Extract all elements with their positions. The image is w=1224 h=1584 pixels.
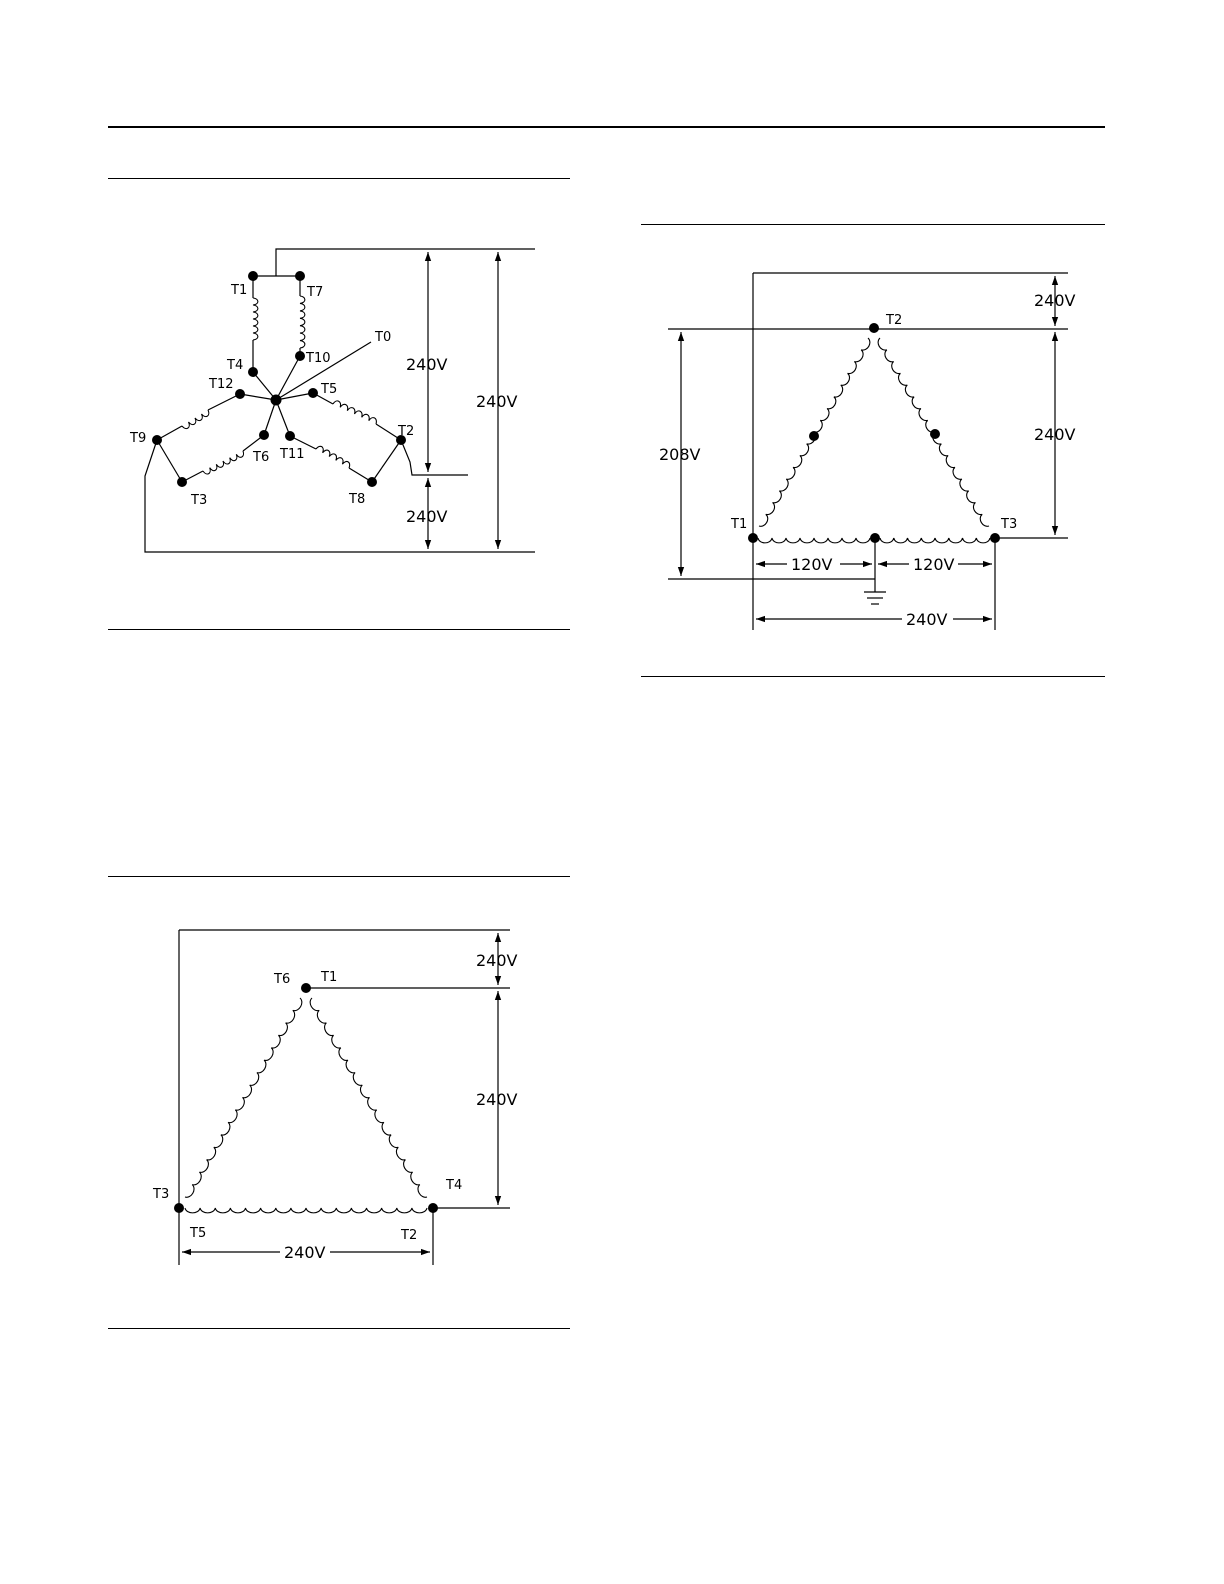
fig1-terminal-t11-dot (285, 431, 295, 441)
fig2-label-t1: T1 (731, 517, 748, 532)
fig3-voltage-base: 240V (284, 1243, 326, 1262)
fig1-coil-t7-t10 (300, 296, 305, 348)
fig2-voltage-half-left: 120V (791, 555, 833, 574)
fig1-terminal-t8-dot (367, 477, 377, 487)
fig1-label-t7: T7 (307, 285, 324, 300)
fig3-label-t5: T5 (190, 1226, 207, 1241)
fig1-terminal-t1-dot (248, 271, 258, 281)
fig1-label-t6: T6 (253, 450, 270, 465)
fig2-terminal-t1-dot (748, 533, 758, 543)
fig1-wye-diagram (129, 249, 535, 552)
fig1-coil-t1-t4 (253, 298, 258, 340)
fig1-voltage-total: 240V (476, 392, 518, 411)
fig2-coil-base-right (880, 538, 990, 543)
fig1-label-t12: T12 (209, 377, 234, 392)
fig1-label-t8: T8 (349, 492, 366, 507)
fig3-voltage-top: 240V (476, 951, 518, 970)
fig2-voltage-top: 240V (1034, 291, 1076, 310)
fig1-voltage-upper: 240V (406, 355, 448, 374)
fig2-terminal-t2-dot (869, 323, 879, 333)
fig2-delta-centertap-diagram (659, 273, 1076, 630)
fig3-label-t1: T1 (321, 970, 338, 985)
fig1-neutral-t0-dot (271, 395, 282, 406)
fig3-terminal-t3-dot (174, 1203, 184, 1213)
fig1-coil-t5-t2 (333, 401, 376, 424)
fig3-terminal-t2-dot (428, 1203, 438, 1213)
fig1-label-t2: T2 (398, 424, 415, 439)
fig2-right-mid-dot (930, 429, 940, 439)
fig2-voltage-half-right: 120V (913, 555, 955, 574)
fig1-label-t1: T1 (231, 283, 248, 298)
fig2-label-t2: T2 (886, 313, 903, 328)
fig1-label-t11: T11 (280, 447, 305, 462)
fig3-label-t6: T6 (274, 972, 291, 987)
fig1-terminal-t4-dot (248, 367, 258, 377)
fig1-label-t5: T5 (321, 382, 338, 397)
fig1-terminal-t9-dot (152, 435, 162, 445)
fig3-label-t3: T3 (153, 1187, 170, 1202)
fig3-coil-base (185, 1208, 427, 1213)
fig1-terminal-t3-dot (177, 477, 187, 487)
fig3-coil-right-side (310, 998, 427, 1197)
fig1-label-t4: T4 (227, 358, 244, 373)
fig1-terminal-t6-dot (259, 430, 269, 440)
fig3-label-t4: T4 (446, 1178, 463, 1193)
fig1-coil-t11-t8 (316, 446, 350, 468)
fig3-coil-left-side (185, 998, 302, 1197)
fig1-terminal-t7-dot (295, 271, 305, 281)
fig2-voltage-side: 240V (1034, 425, 1076, 444)
fig1-terminal-t10-dot (295, 351, 305, 361)
fig1-terminal-t5-dot (308, 388, 318, 398)
fig3-delta-diagram (152, 930, 518, 1265)
fig3-label-t2: T2 (401, 1228, 418, 1243)
fig1-label-t3: T3 (191, 493, 208, 508)
fig2-center-tap-dot (870, 533, 880, 543)
fig1-terminal-t12-dot (235, 389, 245, 399)
fig1-coil-t9-t12 (182, 410, 209, 429)
fig2-label-t3: T3 (1001, 517, 1018, 532)
fig1-label-t10: T10 (306, 351, 331, 366)
fig2-voltage-base: 240V (906, 610, 948, 629)
fig2-coil-base-left (758, 538, 870, 543)
fig2-left-mid-dot (809, 431, 819, 441)
fig1-label-t0: T0 (375, 330, 392, 345)
fig2-voltage-high-leg: 208V (659, 445, 701, 464)
fig2-terminal-t3-dot (990, 533, 1000, 543)
fig1-coil-t3-t6 (203, 451, 244, 474)
fig1-label-t9: T9 (130, 431, 147, 446)
fig1-voltage-lower: 240V (406, 507, 448, 526)
fig3-terminal-t1-dot (301, 983, 311, 993)
fig3-voltage-side: 240V (476, 1090, 518, 1109)
